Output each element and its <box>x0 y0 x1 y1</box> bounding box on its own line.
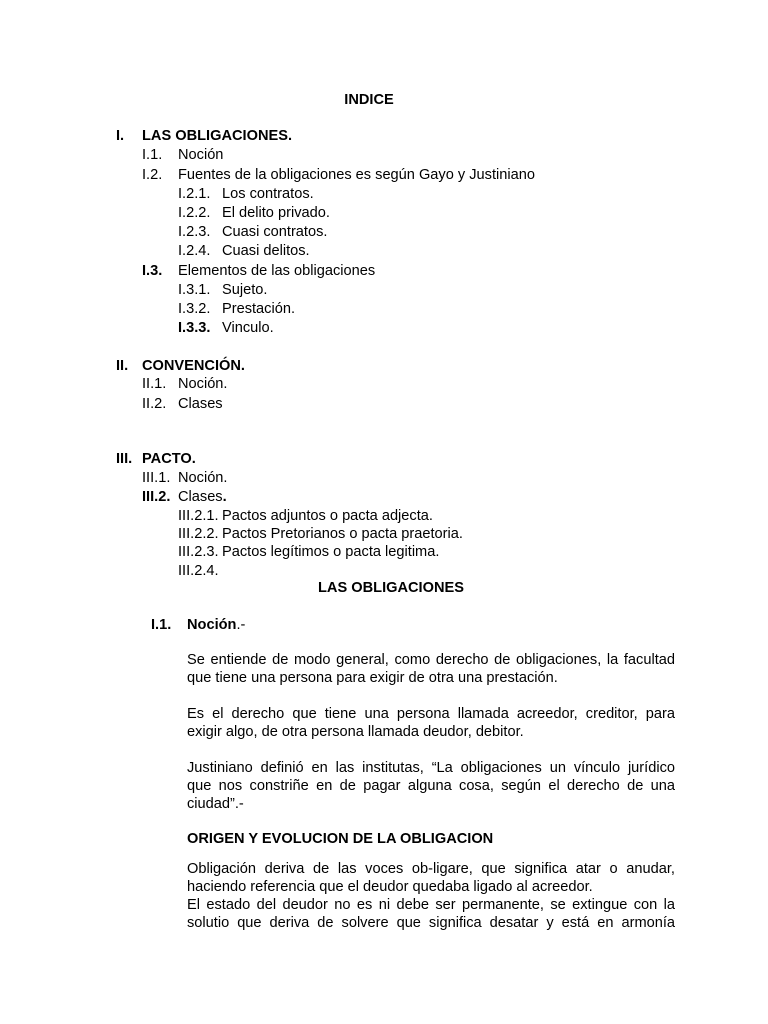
paragraph-line: Justiniano definió en las institutas, “La obligaciones un vínculo jurídico <box>187 760 675 776</box>
index-subitem-label: Cuasi contratos. <box>222 224 328 240</box>
index-item-number: I.2. <box>142 167 163 183</box>
body-paragraph <box>187 705 675 741</box>
index-item-number: III.2. <box>142 489 171 505</box>
index-item-label: Fuentes de la obligaciones es según Gayo y Justiniano <box>178 167 535 183</box>
index-subitem-number: I.2.2. <box>178 205 211 221</box>
index-item-label-text: Clases <box>178 489 223 505</box>
index-item-label: Noción <box>178 147 224 163</box>
index-item-label: Noción. <box>178 470 228 486</box>
subsection-title-suffix: .- <box>236 617 246 633</box>
index-item-number: III.1. <box>142 470 171 486</box>
paragraph-line: solutio que deriva de solvere que significa desatar y está en armonía <box>187 915 675 931</box>
index-item-number: I.1. <box>142 147 163 163</box>
subsection-title-text: Noción <box>187 617 237 633</box>
paragraph-line: exigir algo, de otra persona llamada deudor, debitor. <box>187 724 524 740</box>
paragraph-line: que tiene una persona para exigir de otra una prestación. <box>187 670 558 686</box>
index-subitem-number: I.2.1. <box>178 186 211 202</box>
index-subitem-label: Pactos adjuntos o pacta adjecta. <box>222 508 433 524</box>
body-paragraph <box>187 651 675 687</box>
index-subitem-number: III.2.1. <box>178 508 219 524</box>
index-subitem-number: III.2.2. <box>178 526 219 542</box>
index-section-title: LAS OBLIGACIONES. <box>142 128 292 144</box>
index-section-number: III. <box>116 451 133 467</box>
body-paragraph <box>187 759 675 813</box>
index-section-number: I. <box>116 128 125 144</box>
paragraph-line: Se entiende de modo general, como derecho de obligaciones, la facultad <box>187 652 675 668</box>
index-section-title: CONVENCIÓN. <box>142 358 245 374</box>
index-item-label-suffix: . <box>222 489 227 505</box>
index-subitem-label: Sujeto. <box>222 282 268 298</box>
index-subitem-label: Los contratos. <box>222 186 314 202</box>
subsection-number: I.1. <box>151 617 172 633</box>
index-subitem-label: Pactos legítimos o pacta legitima. <box>222 544 440 560</box>
paragraph-line: Es el derecho que tiene una persona llamada acreedor, creditor, para <box>187 706 675 722</box>
index-section-title: PACTO. <box>142 451 196 467</box>
index-title: INDICE <box>344 92 394 108</box>
section-heading: ORIGEN Y EVOLUCION DE LA OBLIGACION <box>187 831 494 847</box>
index-item-label: Noción. <box>178 376 228 392</box>
body-paragraph <box>187 860 675 932</box>
index-item-number: II.1. <box>142 376 167 392</box>
index-subitem-label: Vinculo. <box>222 320 274 336</box>
index-item-label: Clases <box>178 396 223 412</box>
paragraph-line: haciendo referencia que el deudor quedaba ligado al acreedor. <box>187 879 593 895</box>
index-subitem-number: I.2.3. <box>178 224 211 240</box>
index-subitem-label: Prestación. <box>222 301 296 317</box>
index-subitem-number: III.2.3. <box>178 544 219 560</box>
index-item-number: I.3. <box>142 263 163 279</box>
body-heading: LAS OBLIGACIONES <box>318 580 464 596</box>
index-subitem-label: Pactos Pretorianos o pacta praetoria. <box>222 526 463 542</box>
paragraph-line: que nos constriñe en de pagar alguna cosa, según el derecho de una <box>187 778 675 794</box>
index-item-label: Elementos de las obligaciones <box>178 263 376 279</box>
paragraph-line: Obligación deriva de las voces ob-ligare, que significa atar o anudar, <box>187 861 675 877</box>
index-subitem-number: I.3.3. <box>178 320 211 336</box>
index-item-number: II.2. <box>142 396 167 412</box>
index-subitem-label: El delito privado. <box>222 205 330 221</box>
index-subitem-number: I.3.1. <box>178 282 211 298</box>
paragraph-line: ciudad”.- <box>187 796 244 812</box>
index-subitem-number: III.2.4. <box>178 563 219 579</box>
index-item-label <box>178 488 227 506</box>
paragraph-line: El estado del deudor no es ni debe ser permanente, se extingue con la <box>187 897 675 913</box>
index-subitem-number: I.3.2. <box>178 301 211 317</box>
index-section-number: II. <box>116 358 129 374</box>
subsection-title <box>187 616 245 634</box>
index-subitem-label: Cuasi delitos. <box>222 243 310 259</box>
index-subitem-number: I.2.4. <box>178 243 211 259</box>
